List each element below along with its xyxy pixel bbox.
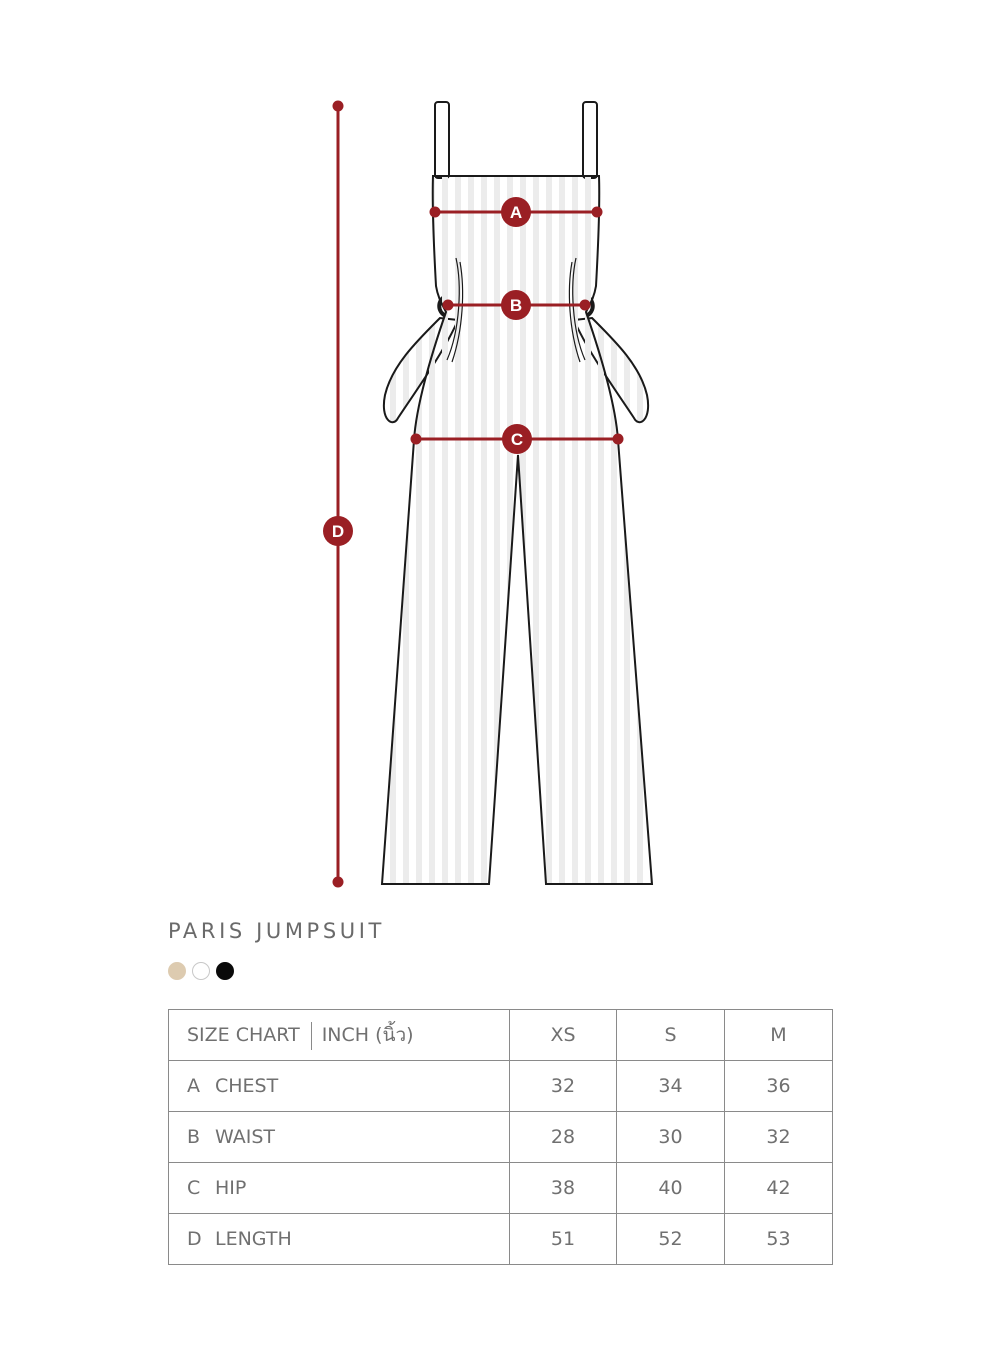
table-cell: 38 (510, 1163, 617, 1214)
size-m-header: M (725, 1010, 833, 1061)
table-cell: 52 (617, 1214, 725, 1265)
table-cell: 32 (725, 1112, 833, 1163)
strap-right (583, 102, 597, 178)
row-label: CHEST (215, 1075, 279, 1097)
marker-b (501, 290, 531, 320)
length-measure-line (333, 101, 344, 888)
row-key: A (187, 1075, 200, 1097)
swatch-white[interactable] (192, 962, 210, 980)
marker-b-label: B (509, 296, 523, 315)
table-cell: 32 (510, 1061, 617, 1112)
jumpsuit-body (382, 176, 652, 884)
header-divider (311, 1022, 312, 1050)
table-cell: 53 (725, 1214, 833, 1265)
size-xs-header: XS (510, 1010, 617, 1061)
row-label: LENGTH (215, 1228, 292, 1250)
table-cell: 36 (725, 1061, 833, 1112)
row-label: WAIST (215, 1126, 276, 1148)
size-chart-header (169, 1010, 510, 1061)
marker-a (501, 197, 531, 227)
table-cell: 30 (617, 1112, 725, 1163)
table-row-hip (169, 1163, 833, 1214)
marker-d-label: D (331, 522, 345, 541)
size-s-header: S (617, 1010, 725, 1061)
marker-c (502, 424, 532, 454)
table-cell: 51 (510, 1214, 617, 1265)
size-chart-table (168, 1009, 833, 1265)
color-swatches (168, 962, 234, 980)
row-key: C (187, 1177, 201, 1199)
strap-left (435, 102, 449, 178)
table-row-waist (169, 1112, 833, 1163)
table-cell: 40 (617, 1163, 725, 1214)
product-name: PARIS JUMPSUIT (168, 919, 385, 943)
marker-a-label: A (509, 203, 523, 222)
row-label: HIP (215, 1177, 247, 1199)
table-cell: 42 (725, 1163, 833, 1214)
size-table-header-row (169, 1010, 833, 1061)
row-key: D (187, 1228, 202, 1250)
unit-label: INCH (นิ้ว) (321, 1024, 414, 1046)
swatch-black[interactable] (216, 962, 234, 980)
table-cell: 34 (617, 1061, 725, 1112)
marker-d (323, 516, 353, 546)
swatch-beige[interactable] (168, 962, 186, 980)
table-row-length (169, 1214, 833, 1265)
table-row-chest (169, 1061, 833, 1112)
row-key: B (187, 1126, 201, 1148)
size-chart-title: SIZE CHART (187, 1024, 300, 1046)
table-cell: 28 (510, 1112, 617, 1163)
marker-c-label: C (510, 430, 524, 449)
